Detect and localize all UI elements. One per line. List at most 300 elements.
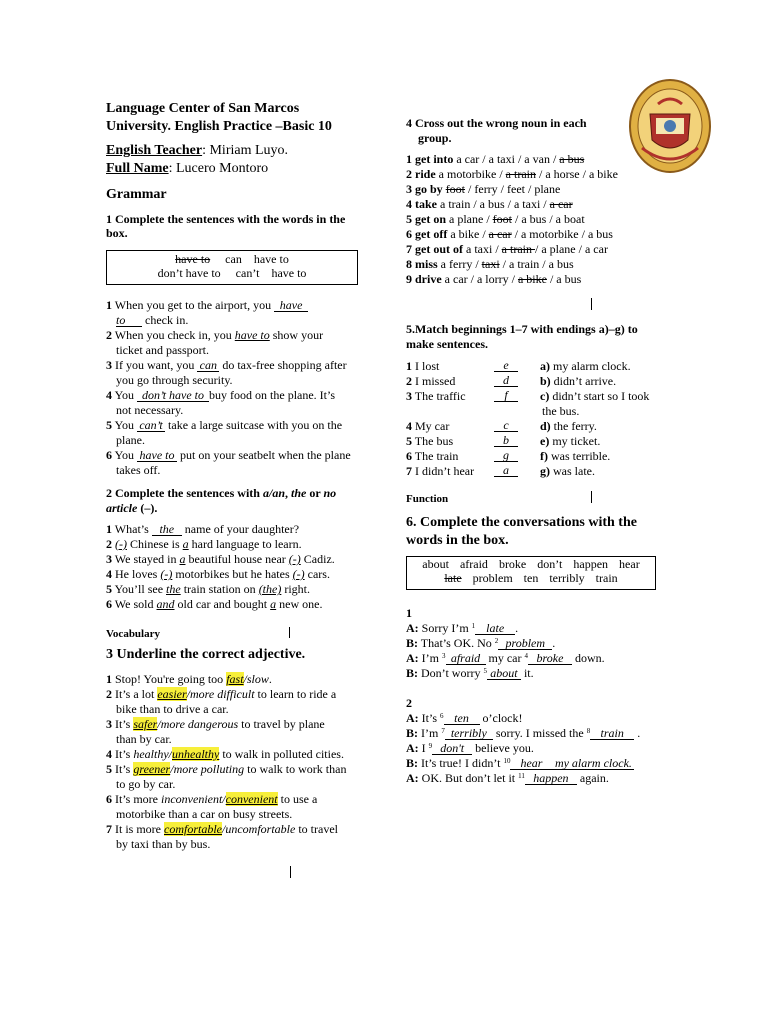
- sentence-beginning: The traffic: [412, 389, 466, 403]
- gap-number: 4: [524, 652, 528, 660]
- match-row: [406, 434, 658, 448]
- institution-line-2: University. English Practice –Basic 10: [106, 119, 332, 134]
- answer-blank: the: [166, 582, 181, 596]
- sentence-ending: [540, 389, 649, 403]
- answer-blank: a: [179, 552, 186, 566]
- ending-text: the ferry.: [553, 419, 597, 433]
- ex4-title-line-2: group.: [418, 131, 452, 145]
- item-text: buy food on the plane. It’s: [209, 388, 336, 402]
- item-number: 6: [106, 597, 112, 611]
- ex2-item: [106, 522, 299, 536]
- speaker: A:: [406, 621, 419, 635]
- ex6-title-line-1: 6. Complete the conversations with the: [406, 515, 637, 530]
- item-text: /: [157, 717, 161, 731]
- item-number: 2: [106, 687, 112, 701]
- highlighted-answer: fast: [226, 672, 244, 686]
- item-text: It’s: [115, 747, 134, 761]
- crossed-out-noun: a car: [488, 227, 512, 241]
- item-number-and-verb: 2 ride: [406, 167, 436, 181]
- item-number-and-verb: 7 get out of: [406, 242, 463, 256]
- name-label: Full Name: [106, 161, 169, 176]
- ex2-title-text: Complete the sentences with: [115, 486, 263, 500]
- conv-line: [406, 666, 534, 680]
- item-text: When you get to the airport, you: [114, 298, 275, 312]
- speaker: B:: [406, 666, 418, 680]
- ex4-title-text: Cross out the wrong noun in each: [415, 116, 587, 130]
- sentence-beginning: I missed: [412, 374, 456, 388]
- answer-blank: train: [590, 727, 634, 740]
- sentence-ending: [540, 359, 631, 373]
- item-text: check in.: [142, 313, 189, 327]
- ex4-item: [406, 257, 574, 271]
- noun-options: a motorbike /: [438, 167, 506, 181]
- conv-line: [406, 621, 518, 635]
- gap-number: 3: [442, 652, 446, 660]
- conv-text: my car: [485, 651, 525, 665]
- answer-blank: happen: [525, 772, 577, 785]
- answer-blank: don’t have to: [137, 389, 209, 402]
- item-number: 1: [106, 522, 112, 536]
- ex3-item-cont: to go by car.: [116, 777, 176, 791]
- item-text: slow: [246, 672, 269, 686]
- text-cursor: [591, 298, 592, 310]
- box-word: can: [225, 252, 242, 266]
- item-number-and-verb: 9 drive: [406, 272, 442, 286]
- answer-blank: don't: [432, 742, 472, 755]
- item-number: 6: [406, 449, 412, 463]
- match-row: [406, 464, 658, 478]
- match-row: [406, 449, 658, 463]
- conv-text: again.: [576, 771, 609, 785]
- item-text: You’ll see: [114, 582, 167, 596]
- speaker: A:: [406, 711, 419, 725]
- answer-blank: a: [182, 537, 189, 551]
- ending-text: my alarm clock.: [553, 359, 631, 373]
- item-number: 3: [406, 389, 412, 403]
- ending-letter: d): [540, 419, 554, 433]
- ex2-title-text: the: [291, 486, 307, 500]
- noun-options: / ferry / feet / plane: [465, 182, 561, 196]
- conv-text: it.: [520, 666, 534, 680]
- function-label: Function: [406, 493, 449, 505]
- noun-options: a plane /: [449, 212, 493, 226]
- box-word: have to: [253, 252, 289, 266]
- noun-options: a bike /: [450, 227, 489, 241]
- box-word: don’t have to: [157, 266, 221, 280]
- name-value: : Lucero Montoro: [168, 161, 269, 176]
- conv-line: [406, 771, 609, 785]
- ending-letter: c): [540, 389, 553, 403]
- noun-options: / a motorbike / a bus: [511, 227, 613, 241]
- item-number: 3: [106, 552, 112, 566]
- answer-blank: (-): [288, 552, 301, 566]
- item-text: It’s: [115, 762, 134, 776]
- answer-blank: the: [152, 523, 182, 536]
- item-text: motorbikes but he hates: [172, 567, 293, 581]
- teacher-value: : Miriam Luyo.: [202, 143, 289, 158]
- ex3-item: [106, 762, 346, 776]
- item-text: to walk to work than: [244, 762, 347, 776]
- noun-options: / a bus: [546, 272, 582, 286]
- item-number: 4: [406, 419, 412, 433]
- gap-number: 2: [494, 637, 499, 645]
- answer-blank: d: [494, 374, 518, 387]
- item-number: 5: [106, 762, 112, 776]
- crossed-out-noun: a bike: [517, 272, 547, 286]
- item-text: It’s more: [115, 792, 161, 806]
- box-word: train: [595, 571, 618, 585]
- ex6-box-line-1: [407, 557, 655, 571]
- answer-blank: my alarm clock.: [552, 757, 634, 770]
- ex5-title-line-1: 5.Match beginnings 1–7 with endings a)–g) to: [406, 322, 638, 336]
- ex4-item: [406, 212, 585, 226]
- noun-options: a taxi /: [466, 242, 502, 256]
- item-number: 1: [106, 672, 112, 686]
- sentence-ending: [540, 434, 600, 448]
- answer-blank: hear: [510, 757, 552, 770]
- item-number: 4: [106, 747, 112, 761]
- item-text: Chinese is: [127, 537, 183, 551]
- ending-text: didn’t start so I took: [552, 389, 650, 403]
- speaker: B:: [406, 756, 418, 770]
- box-word: late: [444, 571, 462, 585]
- ex1-word-box: [106, 250, 358, 285]
- sentence-beginning: My car: [412, 419, 450, 433]
- ending-letter: g): [540, 464, 553, 478]
- ex1-item: [106, 328, 323, 342]
- answer-blank: can: [197, 359, 219, 372]
- ex3-title: 3 Underline the correct adjective.: [106, 647, 306, 662]
- item-text: to travel by plane: [238, 717, 325, 731]
- grammar-heading: Grammar: [106, 187, 167, 202]
- conv-text: That’s OK. No: [418, 636, 495, 650]
- item-text: put on your seatbelt when the plane: [177, 448, 351, 462]
- highlighted-answer: easier: [157, 687, 187, 701]
- item-text: to walk in polluted cities.: [219, 747, 344, 761]
- item-text: What’s: [114, 522, 152, 536]
- ex4-number: 4: [406, 116, 412, 130]
- teacher-line: [106, 142, 288, 159]
- highlighted-answer: safer: [133, 717, 158, 731]
- item-number: 3: [106, 717, 112, 731]
- item-text: more polluting: [173, 762, 245, 776]
- ex3-item: [106, 672, 272, 686]
- ex2-item: [106, 567, 330, 581]
- ex4-item: [406, 152, 584, 166]
- highlighted-answer: comfortable: [164, 822, 222, 836]
- conv-text: It’s true! I didn’t: [418, 756, 504, 770]
- noun-options: a car / a taxi / a van /: [456, 152, 560, 166]
- noun-options: / a train / a bus: [499, 257, 574, 271]
- item-text: inconvenient/: [161, 792, 226, 806]
- ending-text: my ticket.: [552, 434, 601, 448]
- box-word: afraid: [459, 557, 488, 571]
- answer-blank: have to: [234, 328, 270, 342]
- ex3-item: [106, 792, 317, 806]
- noun-options: / a horse / a bike: [535, 167, 618, 181]
- sentence-ending: [540, 464, 595, 478]
- conv-text: .: [515, 621, 519, 635]
- ex1-box-line-2: [107, 266, 357, 280]
- item-text: more difficult: [190, 687, 255, 701]
- item-text: to learn to ride a: [254, 687, 337, 701]
- ex1-item-cont: takes off.: [116, 463, 161, 477]
- item-text: It’s: [115, 717, 134, 731]
- gap-number: 8: [586, 727, 591, 735]
- item-text: train station on: [180, 582, 259, 596]
- ex1-item: [106, 418, 342, 432]
- ex2-item: [106, 582, 310, 596]
- conv-text: Sorry I’m: [418, 621, 472, 635]
- conv-text: Don’t worry: [418, 666, 484, 680]
- item-number: 4: [106, 567, 112, 581]
- conv-line: [406, 636, 555, 650]
- ex2-title-text: (–).: [137, 501, 158, 515]
- ex3-item: [106, 747, 344, 761]
- gap-number: 10: [503, 757, 511, 765]
- box-word: broke: [498, 557, 527, 571]
- ex2-title-text: or: [306, 486, 324, 500]
- answer-blank: (-): [115, 537, 127, 551]
- ending-letter: a): [540, 359, 553, 373]
- item-number: 5: [106, 418, 112, 432]
- item-text: We stayed in: [114, 552, 180, 566]
- noun-options: a train / a bus / a taxi /: [440, 197, 550, 211]
- ex2-item: [106, 537, 302, 551]
- ending-text: was late.: [553, 464, 595, 478]
- item-number: 5: [106, 582, 112, 596]
- answer-blank: (-): [160, 567, 173, 581]
- item-number-and-verb: 5 get on: [406, 212, 446, 226]
- ex3-item-cont: bike than to drive a car.: [116, 702, 229, 716]
- ex1-item-cont: ticket and passport.: [116, 343, 209, 357]
- conv-text: .: [634, 726, 641, 740]
- item-text: We sold: [114, 597, 157, 611]
- gap-number: 9: [428, 742, 433, 750]
- text-cursor: [591, 491, 592, 503]
- box-word: happen: [573, 557, 609, 571]
- sentence-ending: [540, 419, 597, 433]
- answer-blank: f: [494, 389, 518, 402]
- crossed-out-noun: a train: [501, 242, 535, 256]
- speaker: A:: [406, 651, 419, 665]
- item-text: Cadiz.: [300, 552, 335, 566]
- crossed-out-noun: a train: [505, 167, 536, 181]
- gap-number: 7: [441, 727, 445, 735]
- ex1-box-line-1: [107, 252, 357, 266]
- answer-blank: can’t: [137, 419, 165, 432]
- item-number: 7: [406, 464, 412, 478]
- box-word: terribly: [549, 571, 585, 585]
- item-number-and-verb: 6 get off: [406, 227, 448, 241]
- box-word: can’t: [235, 266, 260, 280]
- ex4-item: [406, 167, 618, 181]
- answer-blank: c: [494, 419, 518, 432]
- ex2-title-text: no: [323, 486, 337, 500]
- noun-options: / a plane / a car: [534, 242, 608, 256]
- ending-letter: f): [540, 449, 551, 463]
- item-number: 4: [106, 388, 112, 402]
- crossed-out-noun: foot: [492, 212, 512, 226]
- answer-blank: late: [475, 622, 515, 635]
- ending-continuation: the bus.: [542, 404, 580, 418]
- sentence-ending: [540, 374, 616, 388]
- university-seal-icon: [628, 78, 712, 174]
- ex1-item-cont: not necessary.: [116, 403, 184, 417]
- box-word: problem: [472, 571, 513, 585]
- match-row: [406, 359, 658, 373]
- ex2-title-text: article: [106, 501, 138, 515]
- conv-text: believe you.: [472, 741, 534, 755]
- ex4-item: [406, 197, 573, 211]
- answer-blank: to: [116, 314, 142, 327]
- ex4-item: [406, 227, 613, 241]
- sentence-ending: [540, 449, 610, 463]
- ex2-number: 2: [106, 486, 112, 500]
- conv-text: I: [418, 741, 429, 755]
- box-word: don’t: [537, 557, 563, 571]
- answer-blank: broke: [528, 652, 572, 665]
- box-word: hear: [619, 557, 640, 571]
- box-word: have to: [271, 266, 307, 280]
- item-number: 6: [106, 792, 112, 806]
- ending-text: was terrible.: [551, 449, 611, 463]
- ex1-item-cont: you go through security.: [116, 373, 233, 387]
- answer-blank: ten: [444, 712, 480, 725]
- answer-blank: and: [156, 597, 175, 611]
- item-text: You: [114, 448, 138, 462]
- item-number: 5: [406, 434, 412, 448]
- item-text: to use a: [277, 792, 318, 806]
- noun-options: a car / a lorry /: [444, 272, 518, 286]
- conversation-2-number: 2: [406, 696, 412, 710]
- answer-blank: (-): [292, 567, 305, 581]
- ending-letter: e): [540, 434, 553, 448]
- ex1-title: [106, 212, 368, 240]
- answer-blank: afraid: [446, 652, 486, 665]
- conv-text: I’m: [418, 651, 442, 665]
- item-text: name of your daughter?: [181, 522, 300, 536]
- ex1-item: [106, 448, 351, 462]
- answer-blank: b: [494, 434, 518, 447]
- answer-blank: problem: [498, 637, 552, 650]
- item-text: /: [243, 672, 247, 686]
- item-text: When you check in, you: [114, 328, 235, 342]
- conv-text: I’m: [418, 726, 442, 740]
- item-text: It’s a lot: [115, 687, 158, 701]
- gap-number: 5: [483, 667, 487, 675]
- highlighted-answer: unhealthy: [172, 747, 220, 761]
- speaker: A:: [406, 741, 419, 755]
- answer-blank: about: [487, 667, 521, 680]
- ex1-instruction: Complete the sentences with the words in the box.: [106, 212, 346, 240]
- sentence-beginning: I lost: [412, 359, 440, 373]
- ex5-title-line-2: make sentences.: [406, 337, 488, 351]
- conv-text: sorry. I missed the: [492, 726, 587, 740]
- sentence-beginning: The train: [412, 449, 459, 463]
- crossed-out-noun: a car: [549, 197, 573, 211]
- conv-text: .: [552, 636, 556, 650]
- item-number: 1: [406, 359, 412, 373]
- item-number: 7: [106, 822, 112, 836]
- match-row: [406, 419, 658, 433]
- item-text: do tax-free shopping after: [219, 358, 347, 372]
- ex6-word-box: [406, 556, 656, 590]
- item-text: If you want, you: [115, 358, 198, 372]
- box-word: ten: [523, 571, 539, 585]
- item-text: healthy/: [133, 747, 172, 761]
- conv-text: o’clock!: [479, 711, 523, 725]
- answer-blank: a: [270, 597, 277, 611]
- sentence-beginning: I didn’t hear: [412, 464, 475, 478]
- item-number-and-verb: 8 miss: [406, 257, 438, 271]
- gap-number: 11: [518, 772, 525, 780]
- item-number-and-verb: 4 take: [406, 197, 437, 211]
- sentence-beginning: The bus: [412, 434, 454, 448]
- conv-line: [406, 726, 640, 740]
- crossed-out-noun: a bus: [559, 152, 585, 166]
- conv-line: [406, 651, 605, 665]
- ex1-item-cont: plane.: [116, 433, 145, 447]
- ex2-title-line-1: [106, 486, 336, 500]
- item-text: /: [186, 687, 190, 701]
- item-number-and-verb: 3 go by: [406, 182, 443, 196]
- item-text: You: [114, 418, 138, 432]
- crossed-out-noun: foot: [445, 182, 466, 196]
- conv-line: [406, 711, 523, 725]
- answer-blank: e: [494, 359, 518, 372]
- item-number: 2: [406, 374, 412, 388]
- ex4-item: [406, 182, 560, 196]
- ex1-number: 1: [106, 212, 112, 226]
- ending-letter: b): [540, 374, 554, 388]
- name-line: [106, 160, 268, 177]
- noun-options: / a bus / a boat: [512, 212, 585, 226]
- box-word: have to: [175, 252, 211, 266]
- ex6-title-line-2: words in the box.: [406, 533, 509, 548]
- gap-number: 1: [471, 622, 476, 630]
- ex1-item: [106, 358, 347, 372]
- ex3-item: [106, 717, 325, 731]
- item-text: cars.: [304, 567, 330, 581]
- highlighted-answer: greener: [133, 762, 171, 776]
- answer-blank: a: [494, 464, 518, 477]
- conv-line: [406, 756, 634, 770]
- conv-line: [406, 741, 534, 755]
- item-text: hard language to learn.: [188, 537, 302, 551]
- answer-blank: terribly: [445, 727, 493, 740]
- answer-blank: have to: [137, 449, 177, 462]
- item-text: You: [114, 388, 138, 402]
- item-number: 1: [106, 298, 112, 312]
- match-row: [406, 389, 658, 403]
- ending-text: didn’t arrive.: [553, 374, 617, 388]
- ex1-item: [106, 388, 335, 402]
- ex3-item-cont: than by car.: [116, 732, 172, 746]
- ex2-item: [106, 597, 322, 611]
- item-text: right.: [281, 582, 311, 596]
- match-row: [406, 374, 658, 388]
- item-number: 6: [106, 448, 112, 462]
- item-number-and-verb: 1 get into: [406, 152, 454, 166]
- ex2-title-line-2: [106, 501, 157, 515]
- answer-blank: g: [494, 449, 518, 462]
- item-number: 2: [106, 537, 112, 551]
- crossed-out-noun: taxi: [481, 257, 500, 271]
- speaker: B:: [406, 726, 418, 740]
- item-text: more dangerous: [160, 717, 239, 731]
- conv-text: down.: [571, 651, 605, 665]
